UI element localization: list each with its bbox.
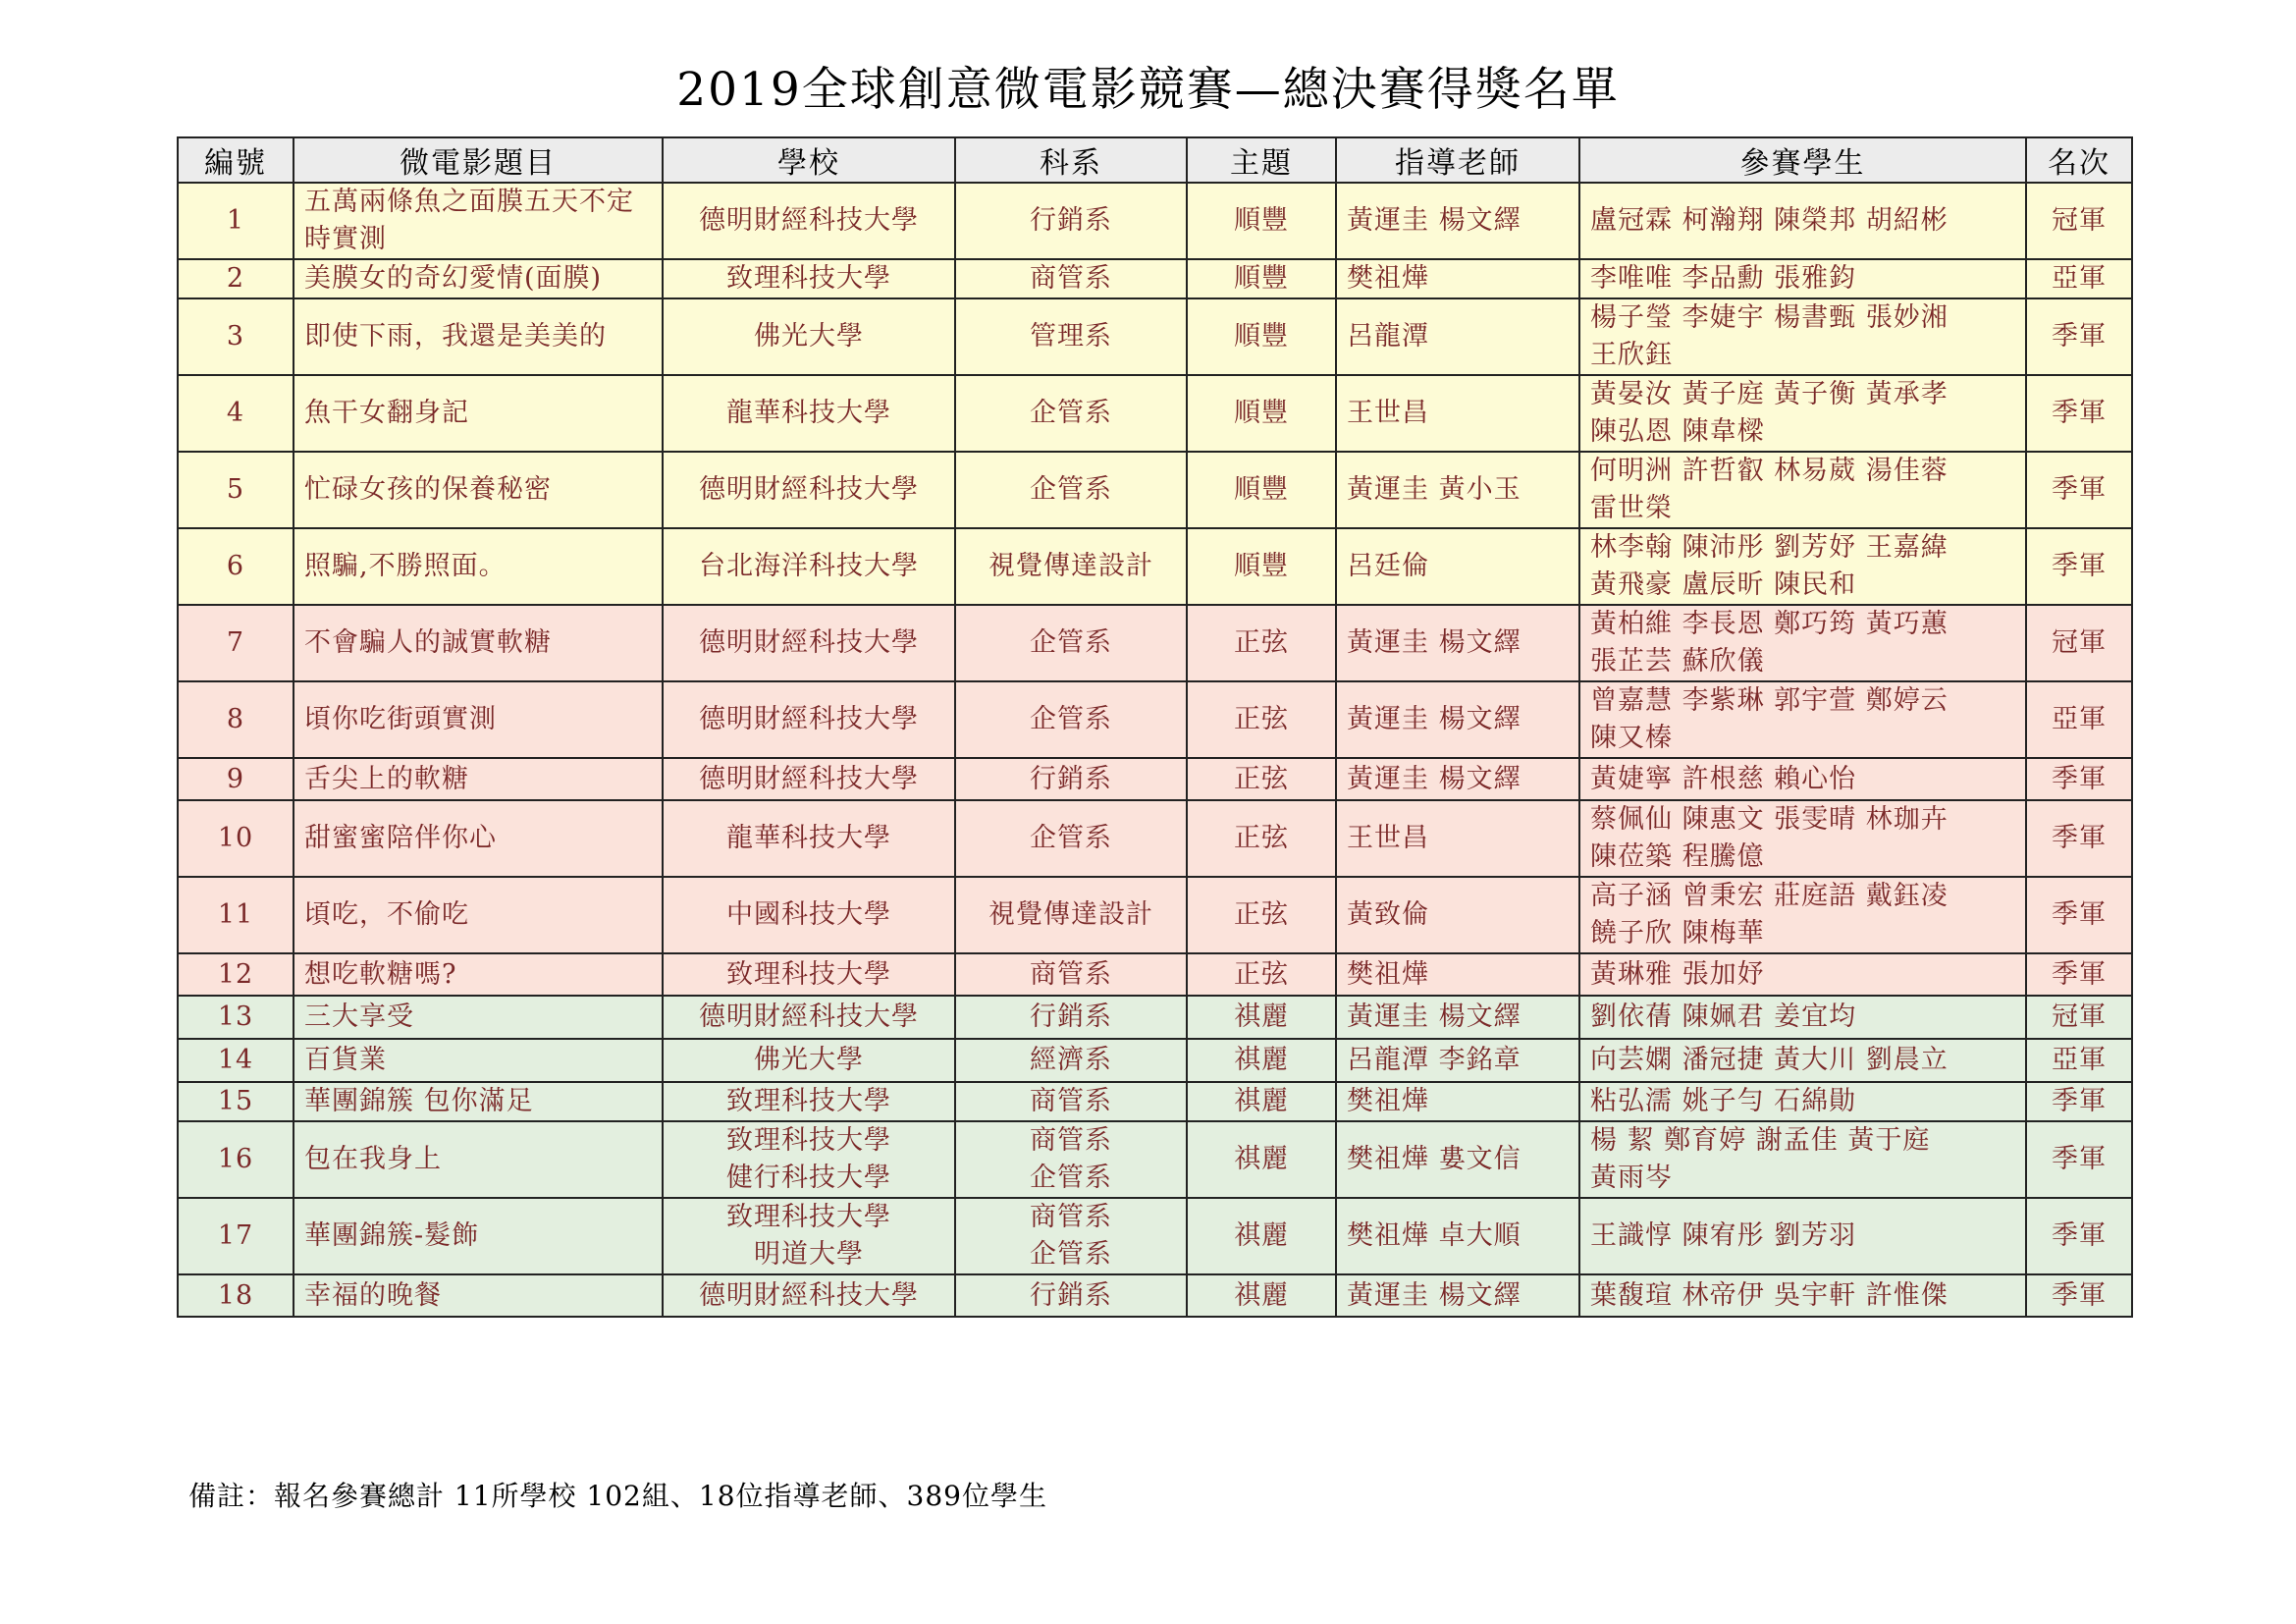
cell-title-line: 百貨業 (304, 1045, 387, 1075)
cell-no: 11 (178, 877, 294, 953)
cell-teacher: 黃運圭 楊文繹 (1336, 996, 1579, 1039)
cell-no: 7 (178, 605, 294, 681)
cell-dept (955, 1082, 1187, 1121)
cell-title-line: 甜蜜蜜陪伴你心 (304, 823, 497, 853)
cell-theme: 順豐 (1187, 528, 1336, 605)
cell-dept-line: 商管系 (1030, 958, 1112, 990)
cell-teacher: 黃運圭 黃小玉 (1336, 452, 1579, 528)
cell-theme: 正弦 (1187, 953, 1336, 996)
cell-theme: 正弦 (1187, 758, 1336, 800)
cell-theme: 正弦 (1187, 877, 1336, 953)
cell-title (294, 1039, 663, 1082)
cell-rank: 季軍 (2026, 1274, 2132, 1317)
cell-dept (955, 452, 1187, 528)
cell-school (663, 877, 955, 953)
cell-school (663, 375, 955, 452)
cell-school (663, 1274, 955, 1317)
cell-title (294, 183, 663, 259)
cell-students-line: 林李翰 陳沛彤 劉芳妤 王嘉緯 (1590, 532, 1949, 563)
cell-title (294, 1082, 663, 1121)
cell-title (294, 605, 663, 681)
cell-students-line: 陳又榛 (1590, 723, 1673, 753)
cell-title (294, 259, 663, 298)
cell-dept (955, 800, 1187, 877)
cell-students (1579, 528, 2026, 605)
cell-rank: 季軍 (2026, 375, 2132, 452)
cell-students (1579, 1039, 2026, 1082)
cell-dept-line: 企管系 (1030, 627, 1112, 658)
cell-students (1579, 452, 2026, 528)
cell-students-line: 盧冠霖 柯瀚翔 陳榮邦 胡紹彬 (1590, 205, 1949, 236)
awards-table (177, 136, 2133, 1318)
cell-dept-line: 商管系 (1030, 1202, 1112, 1232)
table-row (178, 528, 2132, 605)
cell-theme: 祺麗 (1187, 1274, 1336, 1317)
table-row (178, 259, 2132, 298)
cell-rank: 季軍 (2026, 877, 2132, 953)
cell-teacher: 呂龍潭 李銘章 (1336, 1039, 1579, 1082)
cell-school (663, 1198, 955, 1274)
cell-rank: 季軍 (2026, 800, 2132, 877)
cell-dept (955, 528, 1187, 605)
cell-school (663, 758, 955, 800)
cell-teacher: 呂廷倫 (1336, 528, 1579, 605)
cell-students-line: 葉馥瑄 林帝伊 吳宇軒 許惟傑 (1590, 1279, 1949, 1311)
cell-students (1579, 877, 2026, 953)
cell-title-line: 美膜女的奇幻愛情(面膜) (304, 263, 603, 294)
cell-title-line: 幸福的晚餐 (304, 1279, 442, 1311)
cell-school (663, 953, 955, 996)
cell-school-line: 致理科技大學 (726, 1125, 891, 1156)
cell-school-line: 致理科技大學 (726, 1202, 891, 1232)
cell-dept-line: 視覺傳達設計 (988, 551, 1153, 581)
cell-school-line: 致理科技大學 (726, 263, 891, 294)
cell-dept (955, 681, 1187, 758)
table-header-row (178, 137, 2132, 183)
table-row (178, 375, 2132, 452)
cell-students-line: 黃琳雅 張加妤 (1590, 958, 1765, 990)
cell-dept-line: 企管系 (1030, 704, 1112, 734)
cell-no: 3 (178, 298, 294, 375)
cell-students (1579, 996, 2026, 1039)
cell-no: 8 (178, 681, 294, 758)
cell-title (294, 877, 663, 953)
cell-dept (955, 1198, 1187, 1274)
cell-students (1579, 681, 2026, 758)
cell-dept-line: 行銷系 (1030, 205, 1112, 236)
cell-title (294, 800, 663, 877)
cell-title (294, 1274, 663, 1317)
cell-dept-line: 企管系 (1030, 474, 1112, 505)
cell-teacher: 樊祖燁 卓大順 (1336, 1198, 1579, 1274)
cell-students (1579, 183, 2026, 259)
cell-students-line: 黃晏汝 黃子庭 黃子衡 黃承孝 (1590, 379, 1949, 409)
cell-rank: 冠軍 (2026, 605, 2132, 681)
header-teacher: 指導老師 (1336, 137, 1579, 183)
cell-rank: 冠軍 (2026, 996, 2132, 1039)
cell-theme: 順豐 (1187, 298, 1336, 375)
cell-school (663, 528, 955, 605)
cell-school-line: 龍華科技大學 (726, 398, 891, 428)
table-row (178, 758, 2132, 800)
cell-students (1579, 1198, 2026, 1274)
cell-dept (955, 1039, 1187, 1082)
cell-title-line: 包在我身上 (304, 1144, 442, 1174)
table-row (178, 1198, 2132, 1274)
table-row (178, 452, 2132, 528)
cell-teacher: 黃運圭 楊文繹 (1336, 1274, 1579, 1317)
table-row (178, 681, 2132, 758)
cell-students-line: 黃柏維 李長恩 鄭巧筠 黃巧蕙 (1590, 609, 1949, 639)
cell-school-line: 龍華科技大學 (726, 823, 891, 853)
cell-title-line: 華團錦簇-髮飾 (304, 1220, 480, 1251)
cell-no: 6 (178, 528, 294, 605)
table-row (178, 1121, 2132, 1198)
cell-title-line: 忙碌女孩的保養秘密 (304, 474, 552, 505)
cell-school-line: 德明財經科技大學 (699, 627, 919, 658)
cell-students-line: 黃婕寧 許根慈 賴心怡 (1590, 763, 1857, 794)
cell-teacher: 樊祖燁 (1336, 953, 1579, 996)
cell-dept (955, 298, 1187, 375)
cell-rank: 亞軍 (2026, 1039, 2132, 1082)
cell-teacher: 王世昌 (1336, 375, 1579, 452)
cell-students-line: 高子涵 曾秉宏 莊庭語 戴鈺凌 (1590, 881, 1949, 911)
cell-students (1579, 298, 2026, 375)
cell-teacher: 黃致倫 (1336, 877, 1579, 953)
cell-theme: 祺麗 (1187, 1082, 1336, 1121)
cell-dept-line: 行銷系 (1030, 1279, 1112, 1311)
cell-dept (955, 1274, 1187, 1317)
cell-dept (955, 375, 1187, 452)
cell-rank: 季軍 (2026, 1121, 2132, 1198)
cell-theme: 正弦 (1187, 681, 1336, 758)
cell-title-line: 五萬兩條魚之面膜五天不定時實測 (304, 187, 634, 254)
cell-title (294, 681, 663, 758)
cell-students-line: 粘弘濡 姚子勻 石綿勛 (1590, 1086, 1857, 1116)
header-theme: 主題 (1187, 137, 1336, 183)
cell-dept (955, 183, 1187, 259)
table-row (178, 1039, 2132, 1082)
cell-rank: 季軍 (2026, 758, 2132, 800)
cell-title (294, 528, 663, 605)
table-row (178, 1274, 2132, 1317)
cell-students-line: 楊子瑩 李婕宇 楊書甄 張妙湘 (1590, 302, 1949, 333)
cell-students-line: 張芷芸 蘇欣儀 (1590, 646, 1765, 677)
cell-students-line: 蔡佩仙 陳惠文 張雯晴 林珈卉 (1590, 804, 1949, 835)
cell-title (294, 1198, 663, 1274)
cell-rank: 季軍 (2026, 1198, 2132, 1274)
cell-dept-line: 企管系 (1030, 1239, 1112, 1270)
cell-dept-line: 行銷系 (1030, 1001, 1112, 1032)
cell-school-line: 德明財經科技大學 (699, 704, 919, 734)
header-rank: 名次 (2026, 137, 2132, 183)
page-title: 2019全球創意微電影競賽—總決賽得獎名單 (676, 63, 1620, 117)
cell-theme: 祺麗 (1187, 1198, 1336, 1274)
cell-teacher: 黃運圭 楊文繹 (1336, 758, 1579, 800)
cell-theme: 祺麗 (1187, 1039, 1336, 1082)
cell-students-line: 李唯唯 李品勳 張雅鈞 (1590, 263, 1857, 294)
cell-no: 15 (178, 1082, 294, 1121)
cell-dept (955, 877, 1187, 953)
cell-school (663, 259, 955, 298)
cell-theme: 正弦 (1187, 800, 1336, 877)
cell-teacher: 樊祖燁 婁文信 (1336, 1121, 1579, 1198)
header-school: 學校 (663, 137, 955, 183)
cell-students-line: 陳莅築 程騰億 (1590, 841, 1765, 872)
table-row (178, 953, 2132, 996)
header-title: 微電影題目 (294, 137, 663, 183)
cell-school-line: 佛光大學 (754, 321, 864, 352)
cell-school-line: 德明財經科技大學 (699, 205, 919, 236)
cell-school-line: 德明財經科技大學 (699, 763, 919, 794)
cell-students (1579, 1274, 2026, 1317)
cell-rank: 亞軍 (2026, 259, 2132, 298)
cell-school (663, 298, 955, 375)
cell-school-line: 明道大學 (754, 1239, 864, 1270)
cell-students (1579, 953, 2026, 996)
cell-theme: 順豐 (1187, 452, 1336, 528)
footnote: 備註：報名參賽總計 11所學校 102組、18位指導老師、389位學生 (188, 1480, 1047, 1512)
cell-title (294, 375, 663, 452)
cell-title-line: 魚干女翻身記 (304, 398, 469, 428)
cell-dept-line: 視覺傳達設計 (988, 899, 1153, 930)
cell-students (1579, 259, 2026, 298)
cell-school (663, 1039, 955, 1082)
cell-no: 16 (178, 1121, 294, 1198)
cell-dept-line: 行銷系 (1030, 763, 1112, 794)
cell-teacher: 呂龍潭 (1336, 298, 1579, 375)
cell-school (663, 452, 955, 528)
cell-teacher: 黃運圭 楊文繹 (1336, 605, 1579, 681)
cell-school-line: 佛光大學 (754, 1045, 864, 1075)
cell-theme: 順豐 (1187, 375, 1336, 452)
cell-students (1579, 375, 2026, 452)
table-row (178, 605, 2132, 681)
table-row (178, 1082, 2132, 1121)
cell-students-line: 饒子欣 陳梅華 (1590, 918, 1765, 948)
cell-dept (955, 953, 1187, 996)
cell-students-line: 黃雨岑 (1590, 1163, 1673, 1193)
cell-theme: 順豐 (1187, 259, 1336, 298)
cell-teacher: 黃運圭 楊文繹 (1336, 681, 1579, 758)
cell-dept (955, 758, 1187, 800)
cell-dept (955, 605, 1187, 681)
cell-teacher: 黃運圭 楊文繹 (1336, 183, 1579, 259)
cell-teacher: 樊祖燁 (1336, 259, 1579, 298)
cell-teacher: 王世昌 (1336, 800, 1579, 877)
cell-rank: 冠軍 (2026, 183, 2132, 259)
cell-school-line: 台北海洋科技大學 (699, 551, 919, 581)
table-row (178, 877, 2132, 953)
cell-students-line: 黃飛豪 盧辰昕 陳民和 (1590, 569, 1857, 600)
cell-title-line: 華團錦簇 包你滿足 (304, 1086, 534, 1116)
cell-no: 14 (178, 1039, 294, 1082)
cell-title (294, 758, 663, 800)
cell-theme: 祺麗 (1187, 996, 1336, 1039)
cell-students-line: 曾嘉慧 李紫琳 郭宇萱 鄭婷云 (1590, 685, 1949, 716)
cell-rank: 季軍 (2026, 452, 2132, 528)
cell-no: 1 (178, 183, 294, 259)
table-row (178, 996, 2132, 1039)
cell-dept-line: 商管系 (1030, 1125, 1112, 1156)
cell-students-line: 楊 絜 鄭育婷 謝孟佳 黃于庭 (1590, 1125, 1931, 1156)
cell-school-line: 健行科技大學 (726, 1163, 891, 1193)
cell-students-line: 王識惇 陳宥彤 劉芳羽 (1590, 1220, 1857, 1251)
cell-school-line: 德明財經科技大學 (699, 1001, 919, 1032)
cell-school (663, 681, 955, 758)
cell-title (294, 452, 663, 528)
cell-students-line: 陳弘恩 陳韋樑 (1590, 416, 1765, 447)
cell-school-line: 德明財經科技大學 (699, 474, 919, 505)
cell-rank: 季軍 (2026, 298, 2132, 375)
cell-no: 12 (178, 953, 294, 996)
cell-students-line: 劉依蒨 陳姵君 姜宜均 (1590, 1001, 1857, 1032)
cell-theme: 正弦 (1187, 605, 1336, 681)
cell-rank: 亞軍 (2026, 681, 2132, 758)
cell-teacher: 樊祖燁 (1336, 1082, 1579, 1121)
cell-rank: 季軍 (2026, 528, 2132, 605)
cell-title-line: 頃你吃街頭實測 (304, 704, 497, 734)
cell-students-line: 雷世榮 (1590, 493, 1673, 523)
cell-school-line: 中國科技大學 (726, 899, 891, 930)
cell-students (1579, 605, 2026, 681)
cell-dept (955, 259, 1187, 298)
cell-title-line: 想吃軟糖嗎? (304, 958, 457, 990)
table-row (178, 298, 2132, 375)
cell-theme: 祺麗 (1187, 1121, 1336, 1198)
cell-title-line: 不會騙人的誠實軟糖 (304, 627, 552, 658)
cell-title-line: 即使下雨，我還是美美的 (304, 321, 607, 352)
cell-title (294, 1121, 663, 1198)
cell-dept-line: 經濟系 (1030, 1045, 1112, 1075)
header-dept: 科系 (955, 137, 1187, 183)
cell-title (294, 996, 663, 1039)
cell-no: 17 (178, 1198, 294, 1274)
cell-students-line: 何明洲 許哲叡 林易葳 湯佳蓉 (1590, 456, 1949, 486)
cell-title (294, 953, 663, 996)
cell-school-line: 致理科技大學 (726, 958, 891, 990)
cell-school (663, 1121, 955, 1198)
cell-no: 2 (178, 259, 294, 298)
cell-school (663, 1082, 955, 1121)
cell-dept (955, 1121, 1187, 1198)
cell-no: 10 (178, 800, 294, 877)
cell-dept-line: 商管系 (1030, 263, 1112, 294)
cell-school (663, 605, 955, 681)
cell-theme: 順豐 (1187, 183, 1336, 259)
cell-dept (955, 996, 1187, 1039)
cell-title (294, 298, 663, 375)
cell-title-line: 頃吃，不偷吃 (304, 899, 469, 930)
cell-rank: 季軍 (2026, 953, 2132, 996)
cell-school (663, 800, 955, 877)
cell-students (1579, 1121, 2026, 1198)
table-row (178, 183, 2132, 259)
table-row (178, 800, 2132, 877)
cell-no: 9 (178, 758, 294, 800)
cell-no: 18 (178, 1274, 294, 1317)
cell-students (1579, 1082, 2026, 1121)
cell-title-line: 照騙,不勝照面。 (304, 551, 507, 581)
header-no: 編號 (178, 137, 294, 183)
cell-school-line: 致理科技大學 (726, 1086, 891, 1116)
cell-dept-line: 企管系 (1030, 398, 1112, 428)
table-body (178, 183, 2132, 1317)
cell-school (663, 996, 955, 1039)
cell-school (663, 183, 955, 259)
cell-dept-line: 管理系 (1030, 321, 1112, 352)
cell-title-line: 舌尖上的軟糖 (304, 763, 469, 794)
cell-rank: 季軍 (2026, 1082, 2132, 1121)
cell-no: 13 (178, 996, 294, 1039)
cell-students (1579, 758, 2026, 800)
cell-students-line: 向芸嫻 潘冠捷 黃大川 劉晨立 (1590, 1045, 1949, 1075)
cell-dept-line: 企管系 (1030, 823, 1112, 853)
cell-no: 5 (178, 452, 294, 528)
cell-title-line: 三大享受 (304, 1001, 414, 1032)
cell-school-line: 德明財經科技大學 (699, 1279, 919, 1311)
cell-students (1579, 800, 2026, 877)
cell-dept-line: 商管系 (1030, 1086, 1112, 1116)
header-students: 參賽學生 (1579, 137, 2026, 183)
cell-dept-line: 企管系 (1030, 1163, 1112, 1193)
cell-no: 4 (178, 375, 294, 452)
cell-students-line: 王欣鈺 (1590, 340, 1673, 370)
